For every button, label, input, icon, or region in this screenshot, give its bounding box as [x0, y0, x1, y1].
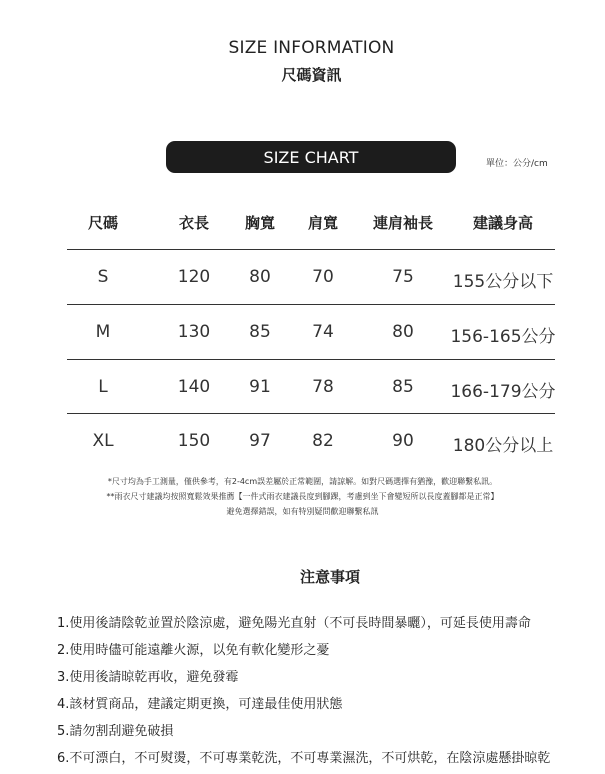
care-item: 2.使用時儘可能遠離火源，以免有軟化變形之憂	[57, 643, 330, 658]
table-cell: 85	[392, 377, 414, 397]
care-item: 6.不可漂白，不可熨燙，不可專業乾洗，不可專業濕洗，不可烘乾，在陰涼處懸掛晾乾	[57, 751, 551, 766]
column-header-height: 建議身高	[472, 214, 534, 232]
table-cell: 156-165公分	[450, 327, 556, 347]
table-cell: 180公分以上	[452, 436, 554, 456]
table-cell: 97	[249, 431, 271, 451]
column-header-shoulder: 肩寬	[307, 214, 339, 232]
table-divider	[67, 249, 555, 250]
table-cell: 82	[312, 431, 334, 451]
care-item: 4.該材質商品，建議定期更換，可達最佳使用狀態	[57, 697, 343, 712]
table-cell: L	[98, 377, 108, 397]
care-title: 注意事項	[299, 568, 360, 586]
care-item: 1.使用後請陰乾並置於陰涼處，避免陽光直射（不可長時間暴曬），可延長使用壽命	[57, 616, 531, 631]
unit-label: 單位：公分/cm	[486, 159, 548, 169]
table-cell: 90	[392, 431, 414, 451]
column-header-length: 衣長	[178, 214, 210, 232]
table-cell: 78	[312, 377, 334, 397]
table-cell: 150	[177, 431, 211, 451]
table-cell: 70	[312, 267, 334, 287]
measurement-note: *尺寸均為手工測量，僅供參考，有2-4cm誤差屬於正常範圍，請諒解。如對尺碼選擇有猶豫，歡迎聯繫私訊。	[107, 477, 498, 486]
table-cell: 80	[392, 322, 414, 342]
table-cell: 74	[312, 322, 334, 342]
table-cell: 140	[177, 377, 211, 397]
table-cell: 130	[177, 322, 211, 342]
contact-note: 避免選擇錯誤，如有特別疑問歡迎聯繫私訊	[226, 507, 379, 516]
table-divider	[67, 304, 555, 305]
page-subtitle: 尺碼資訊	[281, 66, 342, 84]
size-chart-banner	[166, 141, 456, 173]
column-header-chest: 胸寬	[244, 214, 276, 232]
table-cell: XL	[92, 431, 114, 451]
table-cell: 91	[249, 377, 271, 397]
column-header-size: 尺碼	[87, 214, 119, 232]
table-cell: S	[97, 267, 109, 287]
size-chart-label: SIZE CHART	[263, 147, 359, 167]
care-item: 3.使用後請晾乾再收，避免發霉	[57, 670, 239, 685]
table-cell: 85	[249, 322, 271, 342]
table-cell: M	[95, 322, 111, 342]
table-cell: 120	[177, 267, 211, 287]
page-title: SIZE INFORMATION	[228, 38, 395, 58]
table-cell: 155公分以下	[452, 272, 554, 292]
table-cell: 75	[392, 267, 414, 287]
raincoat-note: **雨衣尺寸建議均按照寬鬆效果推薦【一件式雨衣建議長度到腳踝，考慮到坐下會變短所以長度蓋腳都是正常】	[106, 492, 499, 501]
table-cell: 166-179公分	[450, 382, 556, 402]
column-header-sleeve: 連肩袖長	[372, 214, 434, 232]
table-divider	[67, 413, 555, 414]
table-divider	[67, 359, 555, 360]
care-item: 5.請勿割刮避免破損	[57, 724, 174, 739]
table-cell: 80	[249, 267, 271, 287]
